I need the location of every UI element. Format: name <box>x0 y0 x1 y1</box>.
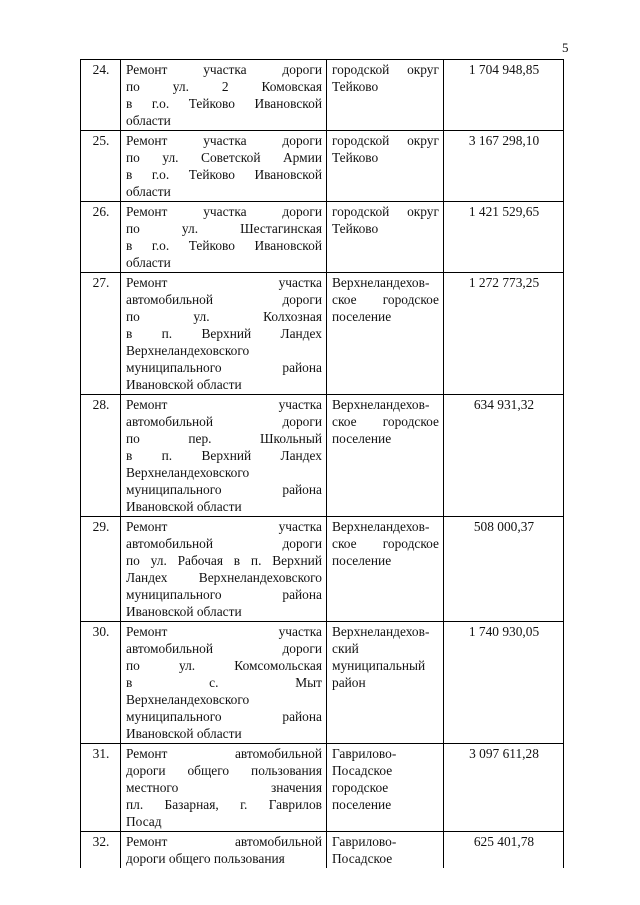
works-table <box>80 59 564 868</box>
work-description <box>121 744 327 832</box>
description-line: местного значения <box>126 780 322 795</box>
description-line: Ивановской области <box>126 604 242 619</box>
work-description <box>121 202 327 273</box>
table-row <box>81 131 564 202</box>
municipality-line: Верхнеландехов- <box>332 397 430 412</box>
description-line: по ул. Комсомольская <box>126 658 322 673</box>
municipality-line: Гаврилово- <box>332 746 397 761</box>
description-line: в г.о. Тейково Ивановской <box>126 167 322 182</box>
description-line: по ул. 2 Комовская <box>126 79 322 94</box>
municipality-line: Тейково <box>332 150 379 165</box>
description-line: по ул. Рабочая в п. Верхний <box>126 553 322 568</box>
description-line: по ул. Колхозная <box>126 309 322 324</box>
work-description <box>121 517 327 622</box>
amount: 3 097 611,28 <box>444 744 564 832</box>
row-number: 26. <box>81 202 121 273</box>
municipality-line: Тейково <box>332 79 379 94</box>
description-line: Ремонт участка <box>126 275 322 290</box>
amount: 1 272 773,25 <box>444 273 564 395</box>
work-description <box>121 131 327 202</box>
table-row <box>81 273 564 395</box>
municipality-line: Гаврилово- <box>332 834 397 849</box>
description-line: области <box>126 184 171 199</box>
municipality <box>327 517 444 622</box>
description-line: Ивановской области <box>126 377 242 392</box>
description-line: Посад <box>126 814 162 829</box>
work-description <box>121 622 327 744</box>
description-line: Верхнеландеховского <box>126 465 250 480</box>
row-number: 29. <box>81 517 121 622</box>
municipality-line: ское городское <box>332 536 439 551</box>
work-description <box>121 273 327 395</box>
row-number: 24. <box>81 60 121 131</box>
municipality-line: ский <box>332 641 359 656</box>
municipality <box>327 202 444 273</box>
municipality-line: муниципальный <box>332 658 426 673</box>
description-line: в п. Верхний Ландех <box>126 448 322 463</box>
description-line: муниципального района <box>126 360 322 375</box>
municipality-line: Посадское <box>332 851 393 866</box>
description-line: по ул. Советской Армии <box>126 150 322 165</box>
description-line: муниципального района <box>126 709 322 724</box>
municipality <box>327 273 444 395</box>
municipality <box>327 131 444 202</box>
description-line: Ивановской области <box>126 499 242 514</box>
amount: 3 167 298,10 <box>444 131 564 202</box>
description-line: Ремонт автомобильной <box>126 746 322 761</box>
description-line: Ремонт участка <box>126 397 322 412</box>
municipality-line: Тейково <box>332 221 379 236</box>
description-line: Верхнеландеховского <box>126 343 250 358</box>
description-line: Ремонт участка <box>126 519 322 534</box>
description-line: автомобильной дороги <box>126 536 322 551</box>
description-line: Ремонт участка <box>126 624 322 639</box>
municipality-line: Верхнеландехов- <box>332 624 430 639</box>
table-row <box>81 744 564 832</box>
table-row <box>81 622 564 744</box>
municipality-line: городской округ <box>332 204 439 219</box>
description-line: автомобильной дороги <box>126 292 322 307</box>
municipality-line: район <box>332 675 366 690</box>
description-line: по пер. Школьный <box>126 431 322 446</box>
table-row <box>81 202 564 273</box>
municipality-line: ское городское <box>332 414 439 429</box>
work-description <box>121 832 327 869</box>
table-row <box>81 60 564 131</box>
description-line: муниципального района <box>126 482 322 497</box>
description-line: в г.о. Тейково Ивановской <box>126 96 322 111</box>
municipality <box>327 622 444 744</box>
description-line: муниципального района <box>126 587 322 602</box>
municipality-line: поселение <box>332 797 392 812</box>
description-line: Ландех Верхнеландеховского <box>126 570 322 585</box>
description-line: Верхнеландеховского <box>126 692 250 707</box>
municipality-line: Посадское <box>332 763 393 778</box>
table-row <box>81 395 564 517</box>
municipality <box>327 395 444 517</box>
description-line: в п. Верхний Ландех <box>126 326 322 341</box>
amount: 1 740 930,05 <box>444 622 564 744</box>
description-line: по ул. Шестагинская <box>126 221 322 236</box>
municipality-line: Верхнеландехов- <box>332 275 430 290</box>
row-number: 25. <box>81 131 121 202</box>
description-line: Ивановской области <box>126 726 242 741</box>
row-number: 31. <box>81 744 121 832</box>
amount: 625 401,78 <box>444 832 564 869</box>
page-number: 5 <box>562 40 569 55</box>
amount: 1 421 529,65 <box>444 202 564 273</box>
municipality-line: поселение <box>332 309 392 324</box>
works-table-body <box>81 60 564 869</box>
municipality <box>327 744 444 832</box>
row-number: 30. <box>81 622 121 744</box>
description-line: в г.о. Тейково Ивановской <box>126 238 322 253</box>
municipality <box>327 60 444 131</box>
description-line: области <box>126 255 171 270</box>
description-line: автомобильной дороги <box>126 414 322 429</box>
municipality-line: городское <box>332 780 389 795</box>
description-line: дороги общего пользования <box>126 851 285 866</box>
municipality-line: городской округ <box>332 62 439 77</box>
amount: 1 704 948,85 <box>444 60 564 131</box>
description-line: Ремонт участка дороги <box>126 62 322 77</box>
description-line: Ремонт автомобильной <box>126 834 322 849</box>
municipality <box>327 832 444 869</box>
row-number: 28. <box>81 395 121 517</box>
work-description <box>121 395 327 517</box>
description-line: Ремонт участка дороги <box>126 204 322 219</box>
description-line: дороги общего пользования <box>126 763 322 778</box>
municipality-line: ское городское <box>332 292 439 307</box>
description-line: области <box>126 113 171 128</box>
description-line: пл. Базарная, г. Гаврилов <box>126 797 322 812</box>
row-number: 32. <box>81 832 121 869</box>
description-line: Ремонт участка дороги <box>126 133 322 148</box>
row-number: 27. <box>81 273 121 395</box>
municipality-line: городской округ <box>332 133 439 148</box>
municipality-line: поселение <box>332 431 392 446</box>
description-line: в с. Мыт <box>126 675 322 690</box>
amount: 508 000,37 <box>444 517 564 622</box>
amount: 634 931,32 <box>444 395 564 517</box>
municipality-line: Верхнеландехов- <box>332 519 430 534</box>
table-row <box>81 832 564 869</box>
table-row <box>81 517 564 622</box>
description-line: автомобильной дороги <box>126 641 322 656</box>
work-description <box>121 60 327 131</box>
municipality-line: поселение <box>332 553 392 568</box>
